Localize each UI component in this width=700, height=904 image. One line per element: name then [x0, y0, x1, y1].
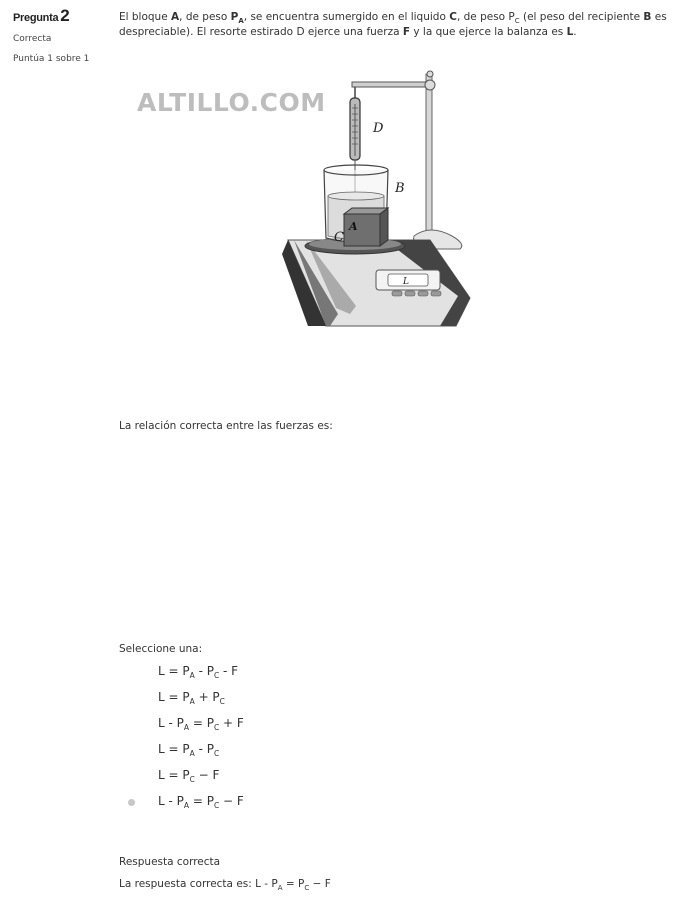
- label-a: A: [349, 220, 358, 233]
- question-number: Pregunta 2: [13, 6, 70, 25]
- stand-rod: [426, 74, 432, 239]
- answer-label: $L - P_A = P_C + F$: [158, 716, 244, 732]
- stand-arm: [352, 82, 434, 87]
- answer-option[interactable]: [128, 742, 428, 768]
- label-l: L: [403, 277, 409, 287]
- answer-label: $L = P_A - P_C - F$: [158, 664, 239, 680]
- answer-label: $L = P_A - P_C$: [158, 742, 220, 758]
- question-statement: El bloque A, de peso $P_A$, se encuentra sumergido en el liquido C, de peso $P_C$ (el peso del recipiente B es despreciable). El resorte estirado D ejerce una fuerza F y la que ejerce la balanza es L.: [119, 11, 667, 38]
- feedback-answer: La respuesta correcta es: $L - P_A = P_C - F$: [119, 878, 331, 892]
- answer-option[interactable]: [128, 664, 428, 690]
- answer-label: $L = P_C - F$: [158, 768, 220, 784]
- physics-figure: [130, 64, 480, 330]
- answer-label: $L - P_A = P_C - F$: [158, 794, 244, 810]
- feedback-status: Respuesta correcta: [119, 856, 221, 868]
- label-c: C: [334, 230, 344, 245]
- answer-option[interactable]: [128, 690, 428, 716]
- question-grade: Puntúa 1 sobre 1: [13, 54, 90, 64]
- watermark: ALTILLO.COM: [137, 88, 326, 117]
- select-prompt: Seleccione una:: [119, 643, 203, 655]
- answer-options: [128, 664, 428, 820]
- answer-label: $L = P_A + P_C$: [158, 690, 225, 706]
- question-state: Correcta: [13, 34, 52, 44]
- label-d: D: [373, 121, 384, 136]
- label-b: B: [395, 181, 405, 196]
- answer-option[interactable]: [128, 716, 428, 742]
- answer-option[interactable]: [128, 768, 428, 794]
- radio-button-selected[interactable]: [128, 799, 135, 806]
- answer-option-selected[interactable]: [128, 794, 428, 820]
- question-info: [13, 6, 108, 64]
- relation-text: La relación correcta entre las fuerzas es:: [119, 420, 333, 432]
